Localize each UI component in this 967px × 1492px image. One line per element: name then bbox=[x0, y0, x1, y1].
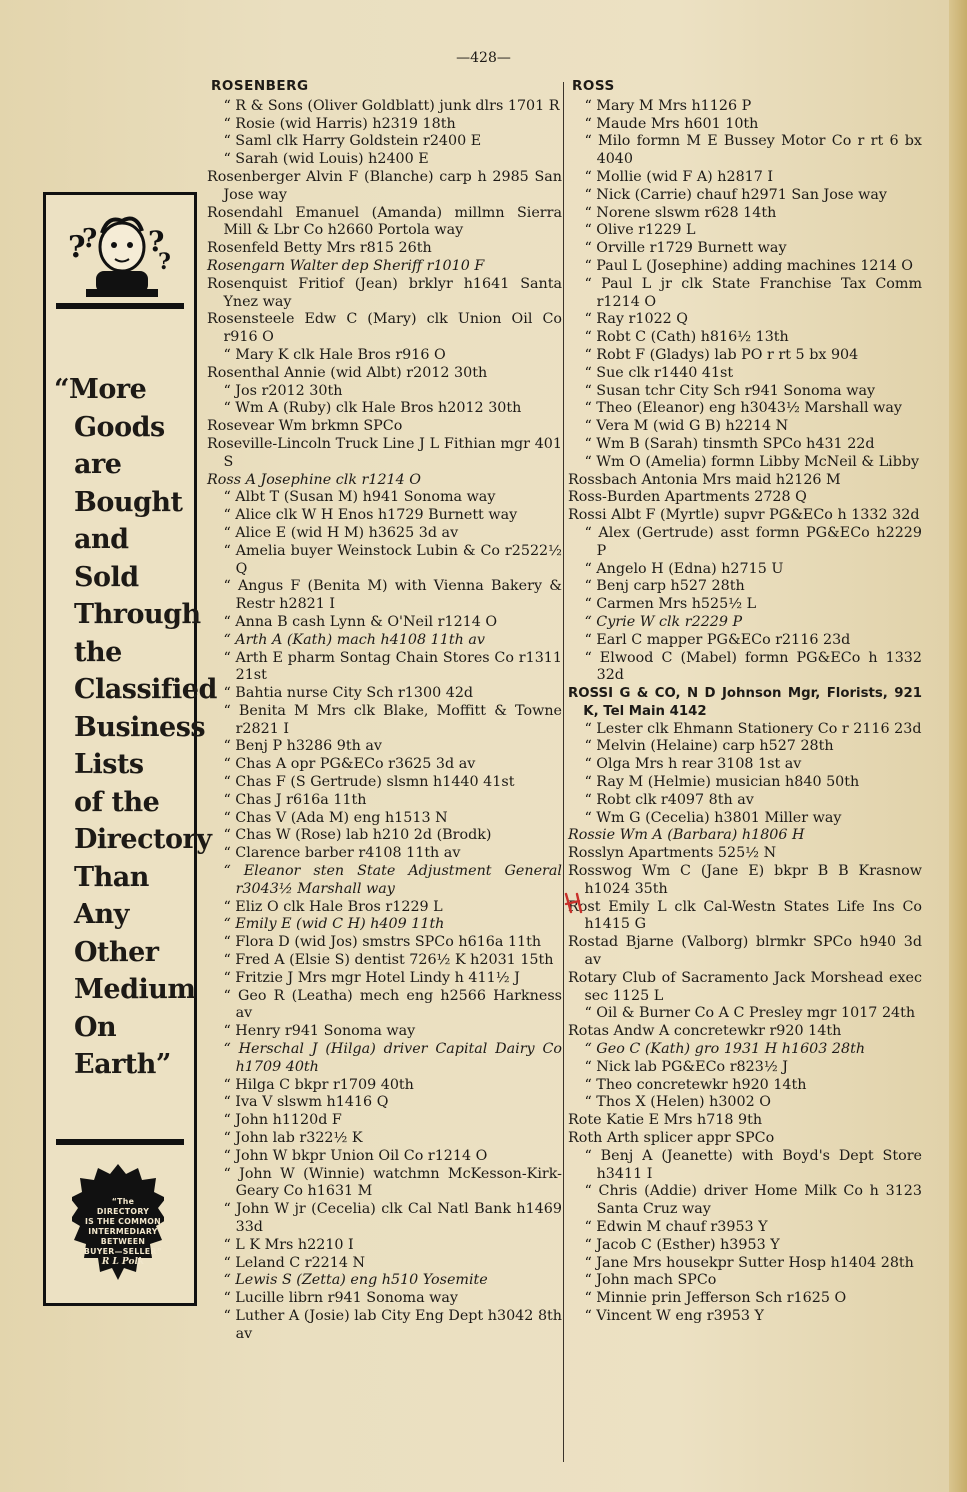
directory-entry: “ John lab r322½ K bbox=[223, 1130, 363, 1147]
directory-entry: “ Chas W (Rose) lab h210 2d (Brodk) bbox=[223, 827, 492, 844]
directory-entry: “ Albt T (Susan M) h941 Sonoma way bbox=[223, 489, 496, 506]
page-edge bbox=[949, 0, 967, 1492]
seal-signature: R L Polk bbox=[101, 1257, 145, 1267]
directory-entry: “ Leland C r2214 N bbox=[223, 1254, 366, 1271]
directory-entry: “ Chas J r616a 11th bbox=[223, 791, 367, 808]
directory-entry: “ Theo (Eleanor) eng h3043½ Marshall way bbox=[584, 400, 902, 417]
svg-text:?: ? bbox=[68, 230, 86, 265]
directory-entry: Rotas Andw A concretewkr r920 14th bbox=[568, 1023, 842, 1040]
directory-entry: Roth Arth splicer appr SPCo bbox=[568, 1130, 775, 1147]
directory-entry: Rosslyn Apartments 525½ N bbox=[568, 845, 777, 862]
slogan-line: On bbox=[74, 1011, 117, 1043]
directory-entry: “ Maude Mrs h601 10th bbox=[584, 115, 759, 132]
directory-entry: “ Wm A (Ruby) clk Hale Bros h2012 30th bbox=[223, 400, 522, 417]
directory-entry: “ Saml clk Harry Goldstein r2400 E bbox=[223, 133, 482, 150]
directory-entry: Rosevear Wm brkmn SPCo bbox=[207, 418, 403, 435]
svg-text:?: ? bbox=[82, 224, 98, 254]
directory-entry: “ Fred A (Elsie S) dentist 726½ K h2031 15th bbox=[223, 952, 554, 969]
directory-entry: “ Clarence barber r4108 11th av bbox=[223, 845, 461, 862]
directory-entry: “ Nick lab PG&ECo r823½ J bbox=[584, 1058, 788, 1075]
directory-entry: “ Angelo H (Edna) h2715 U bbox=[584, 560, 784, 577]
directory-entry: “ Sarah (wid Louis) h2400 E bbox=[223, 151, 429, 168]
directory-entry: Rote Katie E Mrs h718 9th bbox=[568, 1112, 763, 1129]
directory-entry: Rosenberger Alvin F (Blanche) carp h 2985 San Jose way bbox=[207, 168, 562, 203]
directory-entry: “ Robt clk r4097 8th av bbox=[584, 791, 754, 808]
directory-entry: “ Jacob C (Esther) h3953 Y bbox=[584, 1236, 780, 1253]
directory-entry: “ Angus F (Benita M) with Vienna Bakery & Restr h2821 I bbox=[223, 578, 562, 613]
directory-entry: “ Mollie (wid F A) h2817 I bbox=[584, 168, 774, 185]
directory-entry: “ Chris (Addie) driver Home Milk Co h 3123 Santa Cruz way bbox=[584, 1183, 922, 1218]
directory-entry: “ Elwood C (Mabel) formn PG&ECo h 1332 32d bbox=[584, 649, 922, 684]
directory-entry: Rosenfeld Betty Mrs r815 26th bbox=[207, 240, 432, 257]
directory-entry: Rosswog Wm C (Jane E) bkpr B B Krasnow h1024 35th bbox=[568, 863, 922, 897]
directory-entry: Rossi Albt F (Myrtle) supvr PG&ECo h 1332 32d bbox=[568, 507, 920, 524]
ad-slogan bbox=[54, 371, 217, 1084]
directory-entry: “ Chas V (Ada M) eng h1513 N bbox=[223, 809, 448, 826]
directory-entry: “ Iva V slswm h1416 Q bbox=[223, 1094, 389, 1111]
directory-entry: ROSSI G & CO, N D Johnson Mgr, Florists, 921 K, Tel Main 4142 bbox=[568, 686, 922, 719]
ad-divider-top bbox=[56, 303, 184, 309]
directory-entry: Ross A Josephine clk r1214 O bbox=[207, 471, 422, 488]
slogan-line: and bbox=[74, 524, 129, 555]
seal-line: DIRECTORY bbox=[96, 1207, 150, 1216]
directory-entry: “ John W bkpr Union Oil Co r1214 O bbox=[223, 1147, 488, 1164]
directory-entry: “ Paul L (Josephine) adding machines 1214 O bbox=[584, 257, 913, 274]
directory-entry: “ Henry r941 Sonoma way bbox=[223, 1023, 416, 1040]
directory-entry: Rossie Wm A (Barbara) h1806 H bbox=[568, 827, 805, 844]
directory-entry: “ Minnie prin Jefferson Sch r1625 O bbox=[584, 1290, 847, 1307]
directory-entry: “ Wm B (Sarah) tinsmth SPCo h431 22d bbox=[584, 435, 875, 452]
directory-entry: Rosenthal Annie (wid Albt) r2012 30th bbox=[207, 364, 488, 381]
svg-text:?: ? bbox=[148, 225, 165, 258]
directory-entry: “ Carmen Mrs h525½ L bbox=[584, 596, 757, 613]
directory-entry: “ John W jr (Cecelia) clk Cal Natl Bank h1469 33d bbox=[223, 1201, 562, 1235]
directory-entry: “ Chas A opr PG&ECo r3625 3d av bbox=[223, 756, 476, 773]
directory-entry: “ Chas F (S Gertrude) slsmn h1440 41st bbox=[223, 774, 515, 791]
directory-entry: “ John h1120d F bbox=[223, 1112, 342, 1129]
seal-text bbox=[74, 1197, 172, 1267]
directory-entry: “ Arth A (Kath) mach h4108 11th av bbox=[223, 631, 485, 648]
directory-entry: “ Ray M (Helmie) musician h840 50th bbox=[584, 774, 860, 791]
directory-entry: “ Lucille librn r941 Sonoma way bbox=[223, 1290, 458, 1307]
directory-entry: “ Paul L jr clk State Franchise Tax Comm r1214 O bbox=[584, 275, 922, 310]
slogan-line: Lists bbox=[74, 749, 144, 780]
directory-entry: “ Benj P h3286 9th av bbox=[223, 738, 382, 755]
directory-entry: Roseville-Lincoln Truck Line J L Fithian mgr 401 S bbox=[207, 435, 562, 470]
slogan-line: Classified bbox=[74, 674, 217, 705]
directory-entry: “ John mach SPCo bbox=[584, 1272, 717, 1289]
advertisement-panel bbox=[43, 192, 217, 1306]
directory-entry: “ Edwin M chauf r3953 Y bbox=[584, 1219, 768, 1235]
directory-entry: “ Geo R (Leatha) mech eng h2566 Harkness av bbox=[223, 987, 562, 1022]
directory-entry: “ Fritzie J Mrs mgr Hotel Lindy h 411½ J bbox=[223, 969, 520, 986]
directory-entry: Rosengarn Walter dep Sheriff r1010 F bbox=[207, 257, 485, 274]
slogan-line: the bbox=[74, 636, 122, 668]
directory-entry: Rossbach Antonia Mrs maid h2126 M bbox=[568, 471, 841, 488]
directory-entry: “ Sue clk r1440 41st bbox=[584, 364, 734, 381]
slogan-line: Directory bbox=[74, 824, 212, 855]
svg-text:?: ? bbox=[158, 249, 171, 275]
directory-entry: “ John W (Winnie) watchmn McKesson-Kirk-Geary Co h1631 M bbox=[223, 1165, 562, 1200]
directory-entry: “ Melvin (Helaine) carp h527 28th bbox=[584, 738, 834, 755]
slogan-line: Medium bbox=[74, 974, 196, 1005]
directory-entry: “ R & Sons (Oliver Goldblatt) junk dlrs 1701 R bbox=[223, 97, 560, 114]
directory-entry: “ Ray r1022 Q bbox=[584, 311, 689, 328]
directory-entry: “ Orville r1729 Burnett way bbox=[584, 240, 787, 257]
directory-entry: “ Wm O (Amelia) formn Libby McNeil & Libby bbox=[584, 453, 920, 470]
directory-entry: “ Mary M Mrs h1126 P bbox=[584, 97, 752, 114]
directory-entry: “ Lester clk Ehmann Stationery Co r 2116 23d bbox=[584, 720, 922, 737]
question-mark-face-icon bbox=[66, 207, 174, 299]
directory-entry: “ Robt F (Gladys) lab PO r rt 5 bx 904 bbox=[584, 346, 859, 363]
directory-entry: “ Oil & Burner Co A C Presley mgr 1017 24th bbox=[584, 1005, 916, 1022]
directory-entry: “ Benita M Mrs clk Blake, Moffitt & Towne r2821 I bbox=[223, 702, 562, 737]
directory-entry: “ Luther A (Josie) lab City Eng Dept h3042 8th av bbox=[223, 1307, 562, 1342]
right-column bbox=[568, 78, 922, 1326]
directory-entry: “ Alice E (wid H M) h3625 3d av bbox=[223, 524, 459, 541]
directory-entry: “ L K Mrs h2210 I bbox=[223, 1236, 354, 1253]
directory-entry: Rosenquist Fritiof (Jean) brklyr h1641 Santa Ynez way bbox=[207, 275, 562, 310]
directory-entry: “ Susan tchr City Sch r941 Sonoma way bbox=[584, 382, 876, 399]
directory-entry: “ Mary K clk Hale Bros r916 O bbox=[223, 346, 446, 363]
directory-entry: “ Milo formn M E Bussey Motor Co r rt 6 bx 4040 bbox=[584, 133, 922, 168]
left-column bbox=[207, 78, 562, 1344]
directory-entry: Rosendahl Emanuel (Amanda) millmn Sierra Mill & Lbr Co h2660 Portola way bbox=[207, 204, 562, 239]
seal-line: INTERMEDIARY bbox=[88, 1227, 158, 1236]
directory-entry: Rost Emily L clk Cal-Westn States Life Ins Co h1415 G bbox=[568, 898, 922, 933]
left-entry-list bbox=[207, 98, 562, 1344]
directory-entry: “ Emily E (wid C H) h409 11th bbox=[223, 916, 445, 933]
directory-entry: “ Vera M (wid G B) h2214 N bbox=[584, 418, 789, 435]
directory-entry: “ Hilga C bkpr r1709 40th bbox=[223, 1076, 414, 1093]
directory-entry: “ Alex (Gertrude) asst formn PG&ECo h2229 P bbox=[584, 524, 922, 559]
directory-entry: Ross-Burden Apartments 2728 Q bbox=[568, 489, 807, 506]
directory-entry: “ Arth E pharm Sontag Chain Stores Co r1311 21st bbox=[223, 649, 562, 684]
directory-entry: “ Anna B cash Lynn & O'Neil r1214 O bbox=[223, 613, 498, 630]
directory-entry: “ Geo C (Kath) gro 1931 H h1603 28th bbox=[584, 1041, 866, 1058]
directory-entry: “ Flora D (wid Jos) smstrs SPCo h616a 11th bbox=[223, 934, 542, 951]
slogan-line: Other bbox=[74, 936, 159, 968]
directory-entry: “ Eliz O clk Hale Bros r1229 L bbox=[223, 898, 443, 915]
column-heading: ROSENBERG bbox=[211, 78, 309, 94]
slogan-line: Through bbox=[74, 599, 201, 630]
directory-entry: “ Olga Mrs h rear 3108 1st av bbox=[584, 756, 802, 773]
slogan-line: Business bbox=[74, 711, 206, 743]
directory-entry: “ Jane Mrs housekpr Sutter Hosp h1404 28th bbox=[584, 1254, 914, 1271]
seal-line: BUYER—SELLER” bbox=[83, 1247, 163, 1256]
directory-entry: “ Robt C (Cath) h816½ 13th bbox=[584, 329, 789, 346]
directory-entry: “ Benj carp h527 28th bbox=[584, 578, 745, 595]
slogan-line: of the bbox=[74, 786, 160, 818]
page-number: —428— bbox=[456, 50, 511, 66]
directory-entry: “ Amelia buyer Weinstock Lubin & Co r2522½ Q bbox=[223, 542, 562, 577]
directory-entry: “ Vincent W eng r3953 Y bbox=[584, 1307, 764, 1324]
directory-entry: “ Wm G (Cecelia) h3801 Miller way bbox=[584, 809, 842, 826]
column-rule bbox=[563, 82, 564, 1462]
directory-entry: “ Bahtia nurse City Sch r1300 42d bbox=[223, 685, 474, 702]
right-entry-list bbox=[568, 98, 922, 1326]
directory-entry: “ Alice clk W H Enos h1729 Burnett way bbox=[223, 507, 518, 524]
column-heading: ROSS bbox=[572, 78, 615, 94]
slogan-line: Goods bbox=[74, 411, 165, 443]
directory-entry: Rosensteele Edw C (Mary) clk Union Oil Co r916 O bbox=[207, 311, 562, 346]
slogan-line: are bbox=[74, 449, 122, 480]
handwritten-mark-icon bbox=[563, 890, 585, 916]
slogan-line: “More bbox=[54, 374, 147, 405]
directory-entry: “ Nick (Carrie) chauf h2971 San Jose way bbox=[584, 186, 887, 203]
seal-line: “The bbox=[111, 1197, 135, 1206]
directory-entry: “ Thos X (Helen) h3002 O bbox=[584, 1094, 771, 1111]
directory-entry: “ Theo concretewkr h920 14th bbox=[584, 1076, 807, 1093]
slogan-line: Earth” bbox=[74, 1049, 171, 1080]
slogan-line: Sold bbox=[74, 561, 139, 593]
directory-entry: “ Herschal J (Hilga) driver Capital Dairy Co h1709 40th bbox=[223, 1041, 562, 1075]
seal-line: IS THE COMMON bbox=[84, 1217, 162, 1226]
directory-entry: “ Earl C mapper PG&ECo r2116 23d bbox=[584, 631, 851, 648]
directory-entry: “ Lewis S (Zetta) eng h510 Yosemite bbox=[223, 1272, 488, 1289]
directory-entry: Rostad Bjarne (Valborg) blrmkr SPCo h940 3d av bbox=[568, 934, 922, 969]
directory-entry: Rotary Club of Sacramento Jack Morshead exec sec 1125 L bbox=[568, 969, 922, 1004]
directory-entry: “ Eleanor sten State Adjustment General r3043½ Marshall way bbox=[223, 863, 562, 897]
directory-entry: “ Rosie (wid Harris) h2319 18th bbox=[223, 115, 456, 132]
directory-entry: “ Jos r2012 30th bbox=[223, 382, 343, 399]
ad-divider-bottom bbox=[56, 1139, 184, 1145]
directory-entry: “ Olive r1229 L bbox=[584, 222, 696, 239]
directory-entry: “ Benj A (Jeanette) with Boyd's Dept Store h3411 I bbox=[584, 1147, 922, 1182]
slogan-line: Bought bbox=[74, 486, 183, 518]
directory-entry: “ Norene slswm r628 14th bbox=[584, 204, 777, 221]
slogan-line: Any bbox=[74, 899, 129, 930]
seal-line: BETWEEN bbox=[100, 1237, 146, 1246]
slogan-line: Than bbox=[74, 861, 149, 893]
directory-entry: “ Cyrie W clk r2229 P bbox=[584, 613, 743, 630]
